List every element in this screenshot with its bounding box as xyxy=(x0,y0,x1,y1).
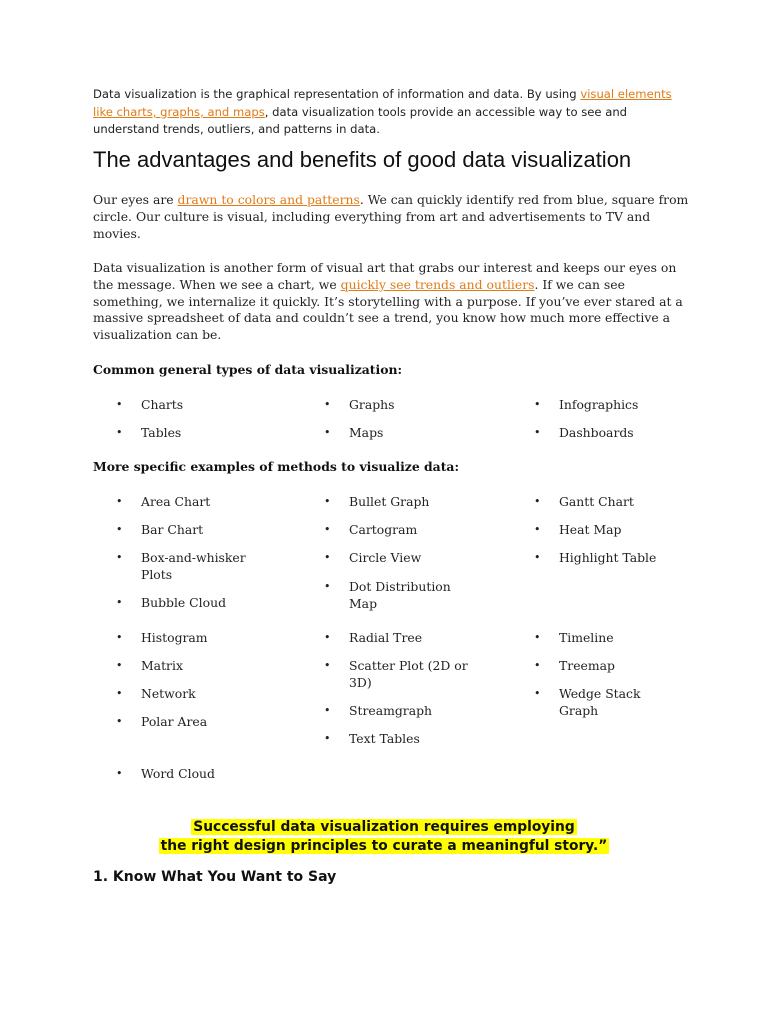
specific-methods-heading: More specific examples of methods to visualize data: xyxy=(93,459,460,474)
visual-art-paragraph xyxy=(93,260,693,344)
quote-line-1: Successful data visualization requires employing xyxy=(193,819,575,835)
trends-outliers-link[interactable]: quickly see trends and outliers xyxy=(340,276,535,292)
eyes-paragraph xyxy=(93,192,693,242)
bullet-icon: • xyxy=(534,426,541,439)
para1-text-after: . We can quickly identify red from blue, square from circle. Our culture is visual, including everything from art and advertisements to TV and movies. xyxy=(93,192,689,241)
general-types-heading: Common general types of data visualization: xyxy=(93,362,403,377)
bullet-icon: • xyxy=(324,732,331,745)
colors-patterns-link[interactable]: drawn to colors and patterns xyxy=(177,192,360,207)
section-heading: 1. Know What You Want to Say xyxy=(93,869,337,885)
bullet-icon: • xyxy=(324,580,331,593)
bullet-icon: • xyxy=(116,631,123,644)
para2-text-after: . If we can see something, we internalize it quickly. It’s storytelling with a purpose. If you’ve ever stared at a massive spreadsheet of data and couldn’t see a trend, you know how much more effective a visualization can be. xyxy=(93,276,683,343)
bullet-icon: • xyxy=(116,495,123,508)
bullet-icon: • xyxy=(534,495,541,508)
bullet-icon: • xyxy=(324,398,331,411)
bullet-icon: • xyxy=(116,715,123,728)
bullet-icon: • xyxy=(116,767,123,780)
bullet-icon: • xyxy=(534,551,541,564)
bullet-icon: • xyxy=(324,631,331,644)
intro-text-before: Data visualization is the graphical representation of information and data. By using xyxy=(93,87,581,101)
bullet-icon: • xyxy=(324,704,331,717)
bullet-icon: • xyxy=(534,631,541,644)
bullet-icon: • xyxy=(324,523,331,536)
bullet-icon: • xyxy=(324,495,331,508)
visual-elements-link[interactable]: visual elements like charts, graphs, and maps xyxy=(93,87,672,119)
page-heading: The advantages and benefits of good data visualization xyxy=(93,147,632,172)
para2-text-before: Data visualization is another form of visual art that grabs our interest and keeps our eyes on the message. When we see a chart, we xyxy=(93,260,677,292)
bullet-icon: • xyxy=(324,659,331,672)
bullet-icon: • xyxy=(534,659,541,672)
bullet-icon: • xyxy=(534,687,541,700)
bullet-icon: • xyxy=(534,523,541,536)
bullet-icon: • xyxy=(324,426,331,439)
para1-text-before: Our eyes are xyxy=(93,192,178,207)
highlighted-quote xyxy=(0,818,768,856)
bullet-icon: • xyxy=(116,398,123,411)
quote-line-2: the right design principles to curate a meaningful story.” xyxy=(160,838,608,854)
bullet-icon: • xyxy=(116,523,123,536)
bullet-icon: • xyxy=(116,687,123,700)
intro-text-after: , data visualization tools provide an accessible way to see and understand trends, outliers, and patterns in data. xyxy=(93,104,628,136)
bullet-icon: • xyxy=(116,551,123,564)
bullet-icon: • xyxy=(534,398,541,411)
bullet-icon: • xyxy=(116,659,123,672)
bullet-icon: • xyxy=(116,426,123,439)
intro-paragraph xyxy=(93,86,683,139)
bullet-icon: • xyxy=(116,596,123,609)
bullet-icon: • xyxy=(324,551,331,564)
